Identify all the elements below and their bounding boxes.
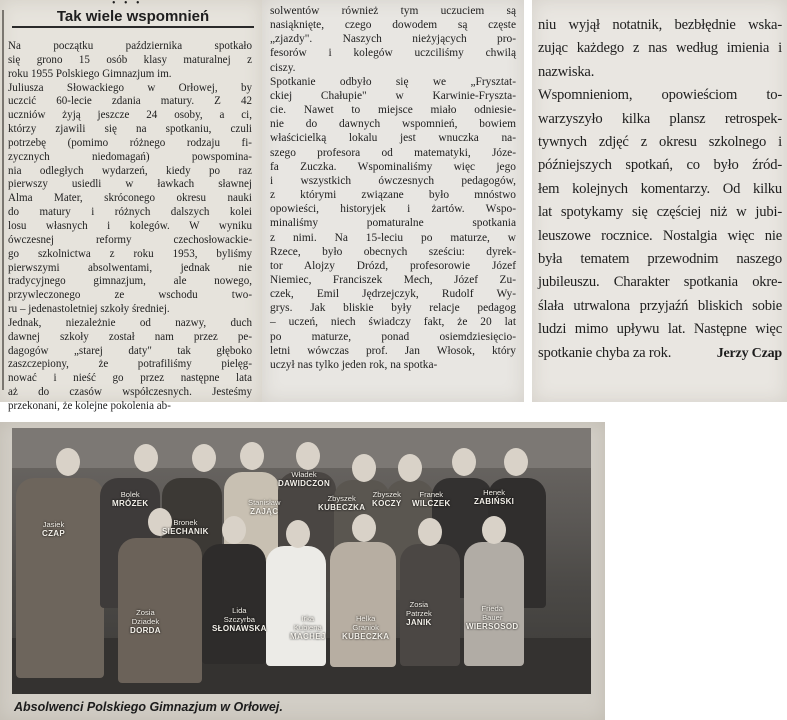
person-head	[56, 448, 80, 476]
text-line: Jednak, niezależnie od nazwy, duch	[8, 316, 252, 329]
person-head	[418, 518, 442, 546]
text-line: Spotkanie odbyło się we „Frysztat-	[270, 75, 516, 88]
text-line: przekonani, że kolejne pokolenia ab-	[8, 399, 171, 412]
text-line: fa Zuczka. Wspominaliśmy więc jego	[270, 160, 516, 173]
name-label: Irka Kubiena MACHEJ	[290, 614, 326, 641]
text-line: zaszczepiony, że potrafiliśmy pielęg-	[8, 358, 252, 371]
person-head	[222, 516, 246, 544]
text-line: po maturze, ponad osiemdziesięcio-	[270, 330, 516, 343]
text-line: Wspomnieniom, opowieściom to-	[538, 87, 782, 104]
person-head	[240, 442, 264, 470]
text-line: opowieści, historyjek i żartów. Wspo-	[270, 203, 516, 216]
name-label: Władek DAWIDCZON	[278, 470, 331, 488]
text-line: tor Alojzy Drózd, profesorowie Józef	[270, 259, 516, 272]
name-label: Helka Graniok KUBECZKA	[342, 614, 390, 641]
text-line: późniejszych spotkań, co było źród-	[538, 157, 782, 174]
article-clip-col1	[0, 0, 262, 412]
text-line: minaliśmy pomaturalne spotkania	[270, 217, 516, 230]
text-line: Juliusza Słowackiego w Orłowej, by	[8, 81, 252, 94]
person-head	[134, 444, 158, 472]
text-line: jubileuszu. Charakter spotkania okre-	[538, 274, 782, 291]
text-line: tradycyjnego gimnazjum, ale nowego,	[8, 275, 252, 288]
article-col2-text	[270, 4, 516, 372]
text-line: Niemiec, Franciszek Mech, Józef Zu-	[270, 273, 516, 286]
text-line: ciszy.	[270, 61, 296, 74]
text-line: czek, Emil Jędrzejczyk, Rudolf Wy-	[270, 288, 516, 301]
text-line: leuszowe rocznice. Nostalgia więc nie	[538, 227, 782, 244]
text-line: go szkolnictwa z roku 1953, byliśmy	[8, 247, 252, 260]
text-line: losu własnych i kolegów. W wyniku	[8, 219, 252, 232]
text-line: niu wyjął notatnik, bezbłędnie wska-	[538, 17, 782, 33]
text-line: grys. Jak bliskie były relacje pedagog	[270, 302, 516, 315]
text-line: fesorów i kolegów uczciliśmy chwilą	[270, 47, 516, 60]
name-label: Zbyszek KUBECZKA	[318, 494, 366, 512]
text-line: się grono 15 osób klasy maturalnej z	[8, 53, 252, 66]
text-line: którzy zjawili się na spotkaniu, czuli	[8, 123, 252, 136]
person-head	[352, 514, 376, 542]
name-label: Lida Szczyrba SŁONAWSKA	[212, 606, 267, 633]
name-label: Zosia Patrzek JANIK	[406, 600, 432, 627]
text-line: nasiąknięte, czego dowodem są częste	[270, 19, 516, 32]
text-line: lat spotykamy się częściej niż w jubi-	[538, 204, 782, 221]
text-line: pierwszymi absolwentami, jednak nie	[8, 261, 252, 274]
text-line: szego profesora od matematyki, Józe-	[270, 146, 516, 159]
text-line: dawnej szkoły został nam przez pe-	[8, 330, 252, 343]
name-label: Bolek MRÓZEK	[112, 490, 149, 508]
text-line: Na początku października spotkało	[8, 40, 252, 52]
person-head	[504, 448, 528, 476]
name-label: Jasiek CZAP	[42, 520, 65, 538]
person-head	[482, 516, 506, 544]
text-line: dagogów „starej daty" tak głęboko	[8, 344, 252, 357]
text-line: była tematem przewodnim naszego	[538, 251, 782, 268]
text-line: z którymi związane było mnóstwo	[270, 189, 516, 202]
author-signature: Jerzy Czap	[716, 345, 782, 361]
text-line: nazwiska.	[538, 63, 595, 80]
text-line: – uczeń, niech świadczy fakt, że 20 lat	[270, 316, 516, 329]
person-head	[452, 448, 476, 476]
title-ornament: • • •	[112, 0, 143, 9]
name-label: Frieda Bauer WIERSOSOD	[466, 604, 519, 631]
name-label: Zbyszek KOCZY	[372, 490, 402, 508]
text-line: ówczesnej reformy czechosłowackie-	[8, 233, 252, 246]
group-photo	[12, 428, 591, 694]
text-line: uczył nas tylko jeden rok, na spotka-	[270, 358, 438, 371]
text-line	[538, 342, 782, 365]
person-head	[192, 444, 216, 472]
article-clip-col3	[532, 0, 787, 402]
photo-caption: Absolwenci Polskiego Gimnazjum w Orłowej.	[14, 700, 283, 714]
column-rule	[2, 10, 4, 390]
text-line: ckiej Chałupie" w Karwinie-Frysztа-	[270, 89, 516, 102]
text-line: Alma Mater, skróconego okresu nauki	[8, 192, 252, 205]
person-front-4	[330, 542, 396, 667]
article-col3-text	[538, 14, 782, 365]
text-line: solwentów również tym uczuciem są	[270, 5, 516, 17]
text-line: letni wówczas prof. Jan Włosok, który	[270, 344, 516, 357]
text-line: zując każdego z nas według imienia i	[538, 40, 782, 57]
person-back-1	[16, 478, 104, 678]
text-line: nia odległych wydarzeń, kiedy po raz	[8, 164, 252, 177]
text-line: „zjazdy". Naszych nieżyjących pro-	[270, 33, 516, 46]
person-head	[286, 520, 310, 548]
text-line: łem kolejnych komentarzy. Od kilku	[538, 180, 782, 197]
text-line: i wszystkich ówczesnych pedagogów,	[270, 174, 516, 187]
text-line: właścicielką lokalu jest wnuczka na-	[270, 132, 516, 145]
name-label: Henek ZABIŃSKI	[474, 488, 515, 506]
text-line: aż do czasów współczesnych. Jesteśmy	[8, 386, 252, 399]
text-line: Rzece, było obecnych sześciu: dyrek-	[270, 245, 516, 258]
name-label: Stanisław ZAJĄC	[248, 498, 281, 516]
text-line-content: spotkanie chyba za rok.	[538, 344, 672, 361]
text-line: nować i nieść go przez następne lata	[8, 372, 252, 385]
article-title: Tak wiele wspomnień	[12, 8, 254, 28]
text-line: przywleczonego ze wschodu two-	[8, 289, 252, 302]
text-line: z nimi. Na 15-leciu po maturze, w	[270, 231, 516, 244]
text-line: tywnych zdjęć z okresu szkolnego i	[538, 134, 782, 151]
person-front-2	[202, 544, 266, 664]
text-line: zycznych niedomagań) powspomina-	[8, 150, 252, 163]
person-front-3	[266, 546, 326, 666]
person-head	[398, 454, 422, 482]
text-line: potrzebę (pomimo różnego rodzaju fi-	[8, 136, 252, 149]
person-head	[352, 454, 376, 482]
name-label: Zosia Dziadek DORDA	[130, 608, 161, 635]
photo-clip	[0, 422, 605, 720]
person-head	[296, 442, 320, 470]
article-clip-col2	[262, 0, 524, 402]
text-line: roku 1955 Polskiego Gimnazjum im.	[8, 67, 172, 80]
text-line: ru – jedenastoletniej szkoły średniej.	[8, 303, 170, 316]
text-line: pierwszy usiedli w ławkach sławnej	[8, 178, 252, 191]
name-label: Franek WILCZEK	[412, 490, 451, 508]
text-line: ludzi mimo upływu lat. Następne więc	[538, 321, 782, 338]
text-line: nie do dawnych wspomnień, bowiem	[270, 118, 516, 131]
text-line: warzyszyło kilka plansz retrospek-	[538, 110, 782, 127]
article-col1-text	[8, 40, 252, 414]
name-label: Bronek SIECHANIK	[162, 518, 209, 536]
text-line: ślała utrwalona przyjaźń bliskich sobie	[538, 297, 782, 314]
text-line: do matury i różnych dalszych kolei	[8, 206, 252, 219]
text-line: uczcić 60-lecie zdania matury. Z 42	[8, 95, 252, 108]
text-line: cie. Nawet to miejsce miało odniesie-	[270, 104, 516, 117]
text-line: uczniów żyją jeszcze 24 osoby, a ci,	[8, 109, 252, 122]
